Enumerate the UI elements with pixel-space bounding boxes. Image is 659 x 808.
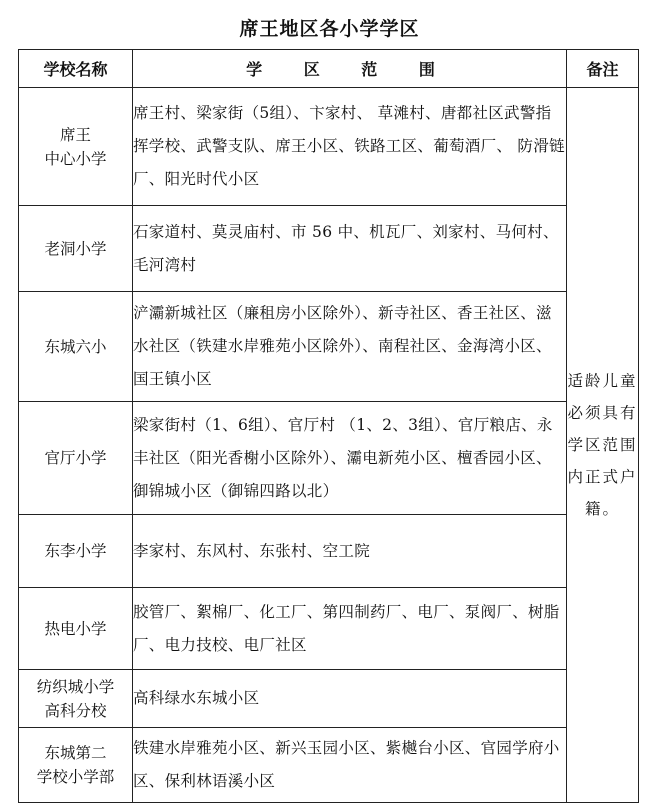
district-range-cell: 李家村、东风村、东张村、空工院 [133, 515, 567, 588]
district-range-cell: 高科绿水东城小区 [133, 670, 567, 728]
page-title: 席王地区各小学学区 [239, 18, 420, 40]
district-range-cell: 梁家街村（1、6组）、官厅村 （1、2、3组）、官厅粮店、永丰社区（阳光香榭小区除外）、灞电新苑小区、檀香园小区、御锦城小区（御锦四路以北） [133, 402, 567, 515]
table-row [19, 402, 639, 515]
table-row [19, 292, 639, 402]
district-range-cell: 铁建水岸雅苑小区、新兴玉园小区、紫樾台小区、官园学府小区、保利林语溪小区 [133, 728, 567, 803]
school-name-cell [19, 670, 133, 728]
school-name-line: 中心小学 [44, 149, 107, 168]
school-name-cell: 东城六小 [19, 292, 133, 402]
table-row [19, 88, 639, 206]
school-name-line: 高科分校 [44, 701, 107, 720]
note-cell: 适龄儿童必须具有学区范围内正式户籍。 [567, 88, 639, 803]
table-row [19, 206, 639, 292]
header-note: 备注 [567, 50, 639, 88]
school-name-line: 纺织城小学 [36, 677, 115, 696]
district-range-cell: 石家道村、莫灵庙村、市 56 中、机瓦厂、刘家村、马何村、毛河湾村 [133, 206, 567, 292]
school-name-line: 东城第二 [44, 744, 107, 762]
district-range-cell: 胶管厂、絮棉厂、化工厂、第四制药厂、电厂、泵阀厂、树脂厂、电力技校、电厂社区 [133, 588, 567, 670]
school-name-cell [19, 88, 133, 206]
table-row [19, 588, 639, 670]
school-name-line: 席王 [59, 125, 91, 144]
school-name-cell: 老洞小学 [19, 206, 133, 292]
table-row [19, 728, 639, 803]
school-name-cell: 东李小学 [19, 515, 133, 588]
school-name-cell: 热电小学 [19, 588, 133, 670]
school-name-cell [19, 728, 133, 803]
header-district-range: 学 区 范 围 [133, 50, 567, 88]
district-range-cell: 席王村、梁家街（5组）、卞家村、 草滩村、唐都社区武警指挥学校、武警支队、席王小区、铁路工区、葡萄酒厂、 防滑链厂、阳光时代小区 [133, 88, 567, 206]
school-name-cell: 官厅小学 [19, 402, 133, 515]
table-row [19, 515, 639, 588]
table-row [19, 670, 639, 728]
school-name-line: 学校小学部 [36, 768, 115, 786]
table-header-row [19, 50, 639, 88]
district-range-cell: 浐灞新城社区（廉租房小区除外）、新寺社区、香王社区、滋水社区（铁建水岸雅苑小区除外）、南程社区、金海湾小区、国王镇小区 [133, 292, 567, 402]
header-school-name: 学校名称 [19, 50, 133, 88]
school-district-table [18, 49, 639, 803]
